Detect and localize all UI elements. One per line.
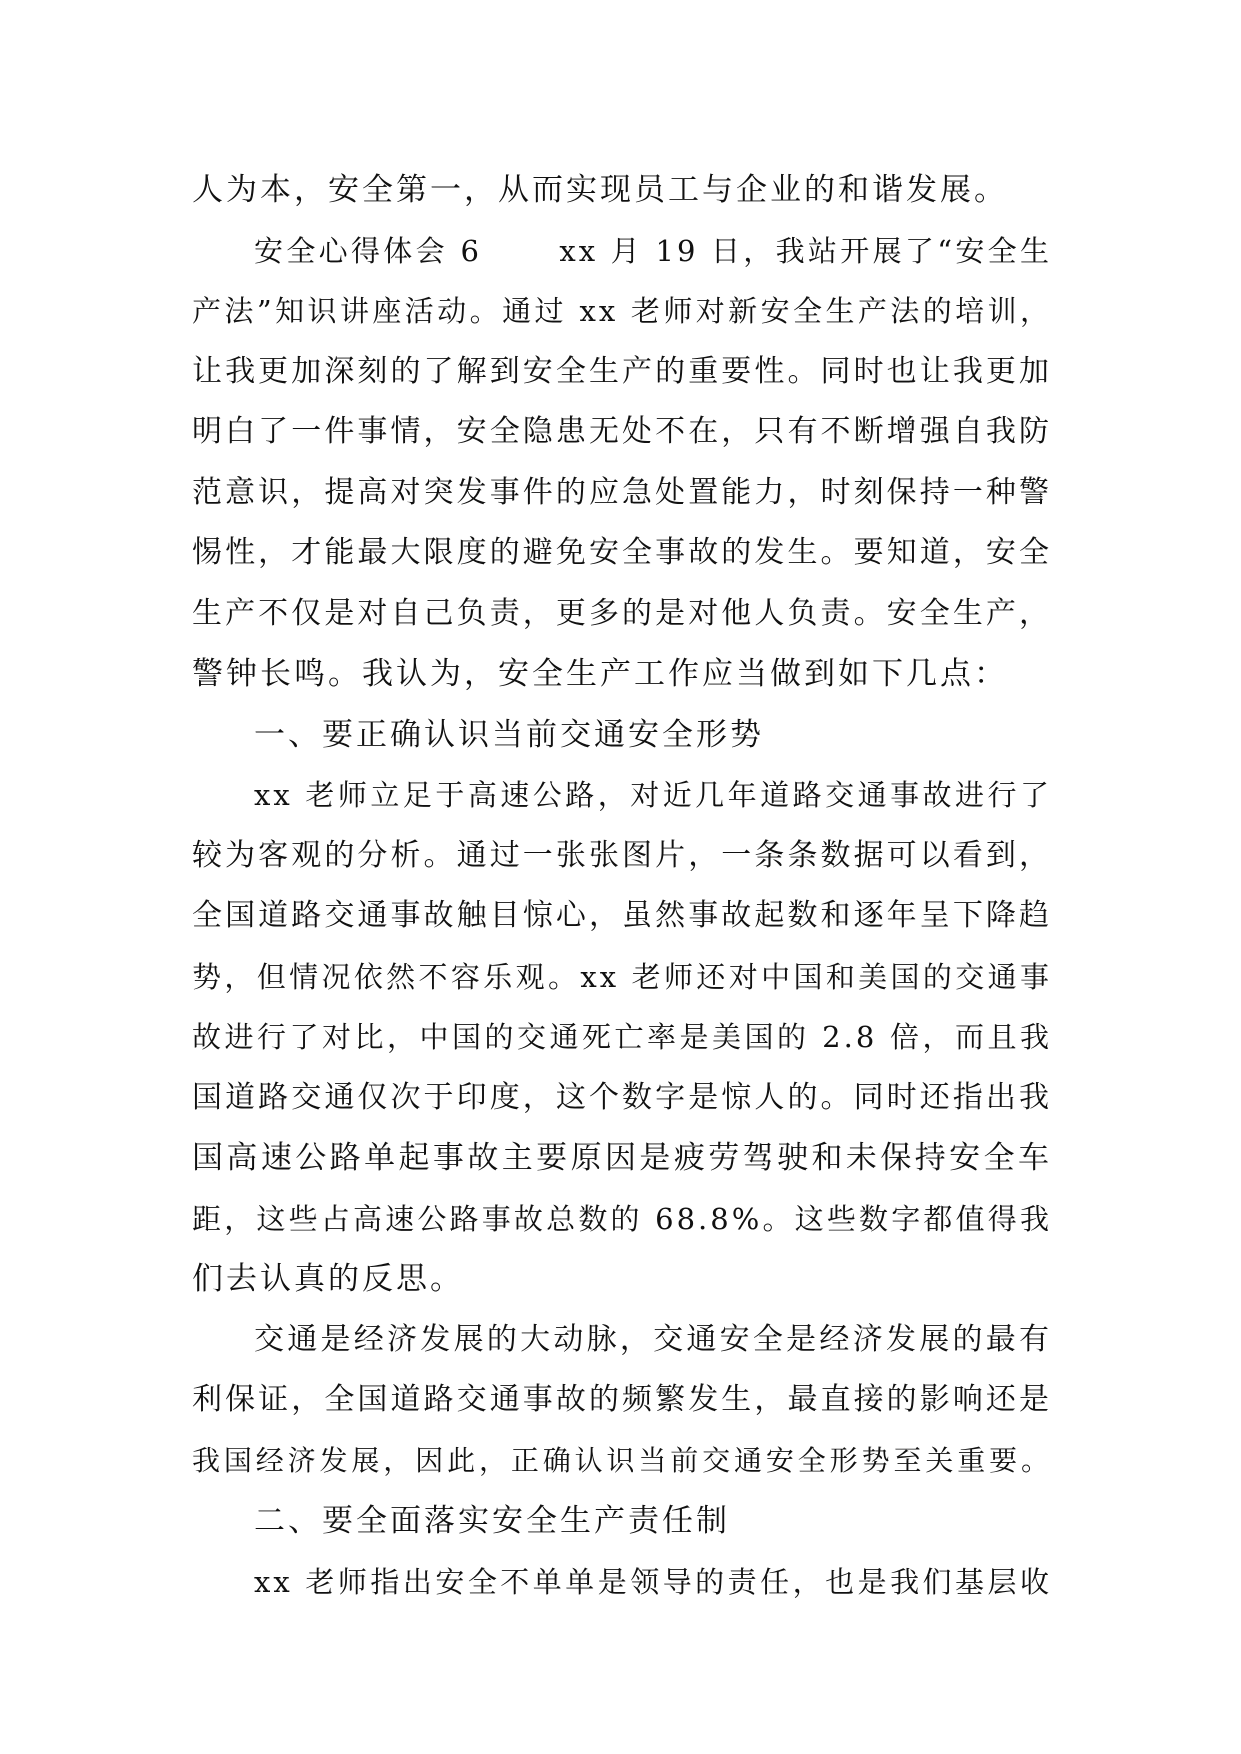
text-line: 明白了一件事情，安全隐患无处不在，只有不断增强自我防 (192, 414, 1052, 449)
text-line: 我国经济发展，因此，正确认识当前交通安全形势至关重要。 (192, 1443, 1052, 1477)
section-heading: 一、要正确认识当前交通安全形势 (254, 716, 764, 753)
text-line: 让我更加深刻的了解到安全生产的重要性。同时也让我更加 (192, 353, 1052, 389)
text-line: 国高速公路单起事故主要原因是疲劳驾驶和未保持安全车 (192, 1140, 1052, 1176)
text-line: 产法”知识讲座活动。通过 xx 老师对新安全生产法的培训， (192, 294, 1052, 328)
text-line: 距，这些占高速公路事故总数的 68.8%。这些数字都值得我 (192, 1201, 1052, 1236)
text-line: xx 老师指出安全不单单是领导的责任，也是我们基层收 (254, 1564, 1052, 1599)
text-line: 生产不仅是对自己负责，更多的是对他人负责。安全生产， (192, 595, 1052, 631)
text-line: 势，但情况依然不容乐观。xx 老师还对中国和美国的交通事 (192, 959, 1052, 994)
text-line: 安全心得体会 6 xx 月 19 日，我站开展了“安全生 (254, 233, 1052, 268)
document-body (192, 160, 1052, 1612)
text-line: 利保证，全国道路交通事故的频繁发生，最直接的影响还是 (192, 1382, 1052, 1417)
text-line: 全国道路交通事故触目惊心，虽然事故起数和逐年呈下降趋 (192, 898, 1052, 933)
text-line: 较为客观的分析。通过一张张图片，一条条数据可以看到， (192, 837, 1052, 873)
text-line: 故进行了对比，中国的交通死亡率是美国的 2.8 倍，而且我 (192, 1020, 1052, 1054)
text-line: 范意识，提高对突发事件的应急处置能力，时刻保持一种警 (192, 474, 1052, 510)
text-line: 国道路交通仅次于印度，这个数字是惊人的。同时还指出我 (192, 1079, 1052, 1115)
text-line: 警钟长鸣。我认为，安全生产工作应当做到如下几点： (192, 656, 1008, 692)
text-line: 们去认真的反思。 (192, 1261, 464, 1297)
text-line: 交通是经济发展的大动脉，交通安全是经济发展的最有 (254, 1321, 1052, 1357)
section-heading: 二、要全面落实安全生产责任制 (254, 1503, 730, 1539)
text-line: xx 老师立足于高速公路，对近几年道路交通事故进行了 (254, 778, 1052, 812)
text-line: 人为本，安全第一，从而实现员工与企业的和谐发展。 (192, 172, 1008, 208)
text-line: 惕性，才能最大限度的避免安全事故的发生。要知道，安全 (192, 535, 1052, 570)
